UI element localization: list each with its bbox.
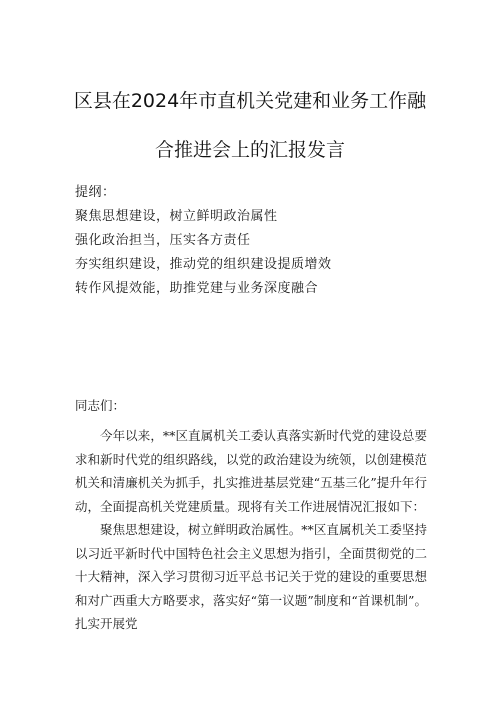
outline-label: 提纲： bbox=[75, 185, 116, 200]
outline-item: 强化政治担当，压实各方责任 bbox=[75, 233, 251, 248]
outline-item: 聚焦思想建设，树立鲜明政治属性 bbox=[75, 209, 278, 224]
outline-item: 转作风提效能，助推党建与业务深度融合 bbox=[75, 281, 319, 296]
document-title-line-1: 区县在2024年市直机关党建和业务工作融 bbox=[73, 90, 427, 112]
outline-item: 夯实组织建设，推动党的组织建设提质增效 bbox=[75, 257, 332, 272]
outline-section bbox=[75, 181, 332, 301]
body-paragraph: 聚焦思想建设，树立鲜明政治属性。**区直属机关工委坚持以习近平新时代中国特色社会主义思想为指引，全面贯彻党的二十大精神，深入学习贯彻习近平总书记关于党的建设的重要思想和对广西重大方略要求，落实好“第一议题”制度和“首课机制”。扎实开展党 bbox=[75, 522, 427, 631]
document-title-line-2: 合推进会上的汇报发言 bbox=[154, 139, 345, 161]
greeting: 同志们： bbox=[75, 398, 126, 413]
body-paragraph: 今年以来，**区直属机关工委认真落实新时代党的建设总要求和新时代党的组织路线，以党的政治建设为统领，以创建模范机关和清廉机关为抓手，扎实推进基层党建“五基三化”提升年行动，全面提高机关党建质量。现将有关工作进展情况汇报如下： bbox=[75, 428, 427, 514]
body-text bbox=[75, 424, 427, 636]
